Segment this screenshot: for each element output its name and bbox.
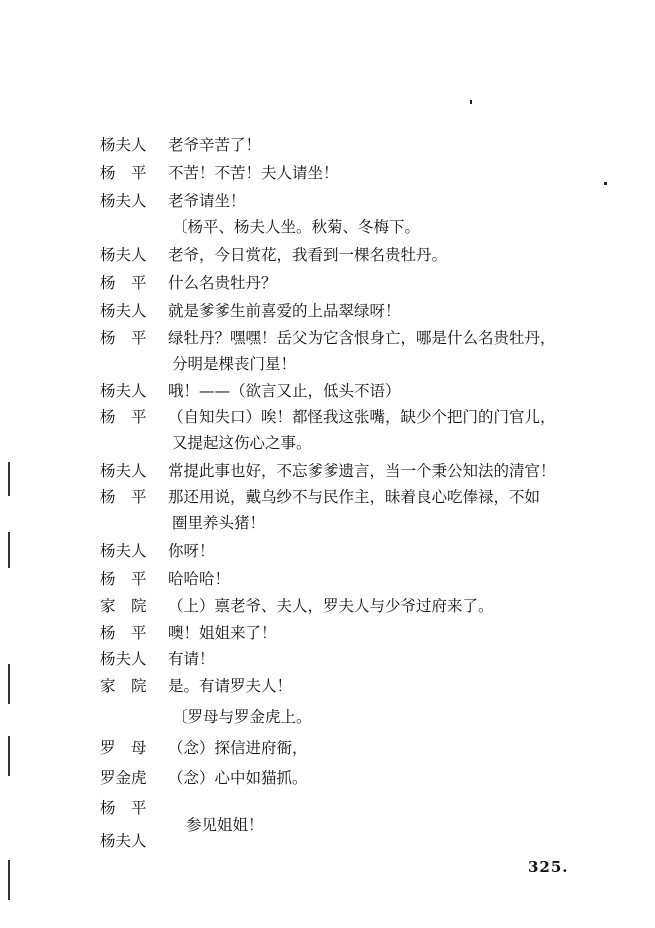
- dialogue-line: [100, 132, 261, 158]
- dialogue-continuation: 又提起这伤心之事。: [172, 434, 312, 452]
- speaker-name: 杨 平: [100, 799, 147, 817]
- stage-direction: 〔罗母与罗金虎上。: [172, 708, 312, 726]
- speaker-name: 杨夫人: [100, 382, 147, 400]
- joint-dialogue-text: 参见姐姐！: [186, 816, 264, 834]
- dialogue-text: 是。有请罗夫人！: [168, 677, 293, 695]
- speaker-name: 杨 平: [100, 570, 147, 588]
- speaker-name: 罗 母: [100, 739, 147, 757]
- dialogue-line: [100, 484, 540, 510]
- dialogue-line: [100, 242, 447, 268]
- dialogue-text: 你呀！: [168, 542, 215, 560]
- dialogue-line: [100, 160, 339, 186]
- speaker-name: 杨夫人: [100, 136, 147, 154]
- dialogue-continuation: 圈里养头猪！: [172, 514, 266, 532]
- speaker-name: 罗金虎: [100, 769, 147, 787]
- scan-edge-mark: [8, 736, 10, 776]
- dialogue-line: [100, 673, 292, 699]
- speaker-name: 家 院: [100, 597, 147, 615]
- dialogue-line: [100, 298, 401, 324]
- page-number: 325.: [528, 858, 569, 876]
- dialogue-line: [100, 593, 494, 619]
- speaker-name: 杨 平: [100, 488, 147, 506]
- dialogue-text: 老爷，今日赏花，我看到一棵名贵牡丹。: [168, 246, 448, 264]
- scan-edge-mark: [8, 462, 10, 496]
- dialogue-text: （自知失口）唉！都怪我这张嘴，缺少个把门的门官儿，: [168, 408, 556, 426]
- dialogue-text: 老爷请坐！: [168, 192, 246, 210]
- stage-direction: 〔杨平、杨夫人坐。秋菊、冬梅下。: [172, 218, 421, 236]
- speaker-name: 家 院: [100, 677, 147, 695]
- scan-edge-mark: [8, 664, 10, 704]
- scan-speck: [604, 182, 607, 185]
- dialogue-text: （念）心中如猫抓。: [168, 769, 308, 787]
- dialogue-text: 绿牡丹？嘿嘿！岳父为它含恨身亡，哪是什么名贵牡丹，: [168, 329, 556, 347]
- dialogue-line: [100, 270, 277, 296]
- dialogue-line: [100, 458, 556, 484]
- scan-speck: [470, 100, 472, 104]
- speaker-name: 杨夫人: [100, 246, 147, 264]
- dialogue-text: 哦！——（欲言又止，低头不语）: [168, 382, 401, 400]
- speaker-name: 杨夫人: [100, 462, 147, 480]
- dialogue-line: [100, 188, 246, 214]
- dialogue-text: 不苦！不苦！夫人请坐！: [168, 164, 339, 182]
- dialogue-text: （上）禀老爷、夫人，罗夫人与少爷过府来了。: [168, 597, 494, 615]
- dialogue-continuation: 分明是棵丧门星！: [172, 355, 297, 373]
- dialogue-line: [100, 325, 556, 351]
- dialogue-line: [100, 538, 215, 564]
- dialogue-text: 噢！姐姐来了！: [168, 624, 277, 642]
- speaker-name: 杨夫人: [100, 832, 147, 850]
- dialogue-line: [100, 620, 277, 646]
- speaker-name: 杨 平: [100, 408, 147, 426]
- dialogue-line: [100, 378, 401, 404]
- speaker-name: 杨夫人: [100, 302, 147, 320]
- dialogue-line: [100, 795, 168, 821]
- scan-edge-mark: [8, 532, 10, 568]
- dialogue-line: [100, 404, 556, 430]
- dialogue-text: （念）探信进府衙，: [168, 739, 308, 757]
- speaker-name: 杨 平: [100, 274, 147, 292]
- speaker-name: 杨 平: [100, 164, 147, 182]
- dialogue-line: [100, 765, 308, 791]
- dialogue-text: 常提此事也好，不忘爹爹遗言，当一个秉公知法的清官！: [168, 462, 556, 480]
- dialogue-text: 就是爹爹生前喜爱的上品翠绿呀！: [168, 302, 401, 320]
- dialogue-text: 老爷辛苦了！: [168, 136, 262, 154]
- speaker-name: 杨 平: [100, 624, 147, 642]
- dialogue-text: 什么名贵牡丹？: [168, 274, 277, 292]
- dialogue-line: [100, 646, 215, 672]
- dialogue-line: [100, 828, 168, 854]
- dialogue-line: [100, 566, 230, 592]
- speaker-name: 杨夫人: [100, 192, 147, 210]
- speaker-name: 杨夫人: [100, 542, 147, 560]
- dialogue-line: [100, 735, 308, 761]
- speaker-name: 杨夫人: [100, 650, 147, 668]
- dialogue-text: 那还用说，戴乌纱不与民作主，昧着良心吃俸禄，不如: [168, 488, 541, 506]
- dialogue-text: 哈哈哈！: [168, 570, 231, 588]
- dialogue-text: 有请！: [168, 650, 215, 668]
- speaker-name: 杨 平: [100, 329, 147, 347]
- scan-edge-mark: [8, 860, 10, 900]
